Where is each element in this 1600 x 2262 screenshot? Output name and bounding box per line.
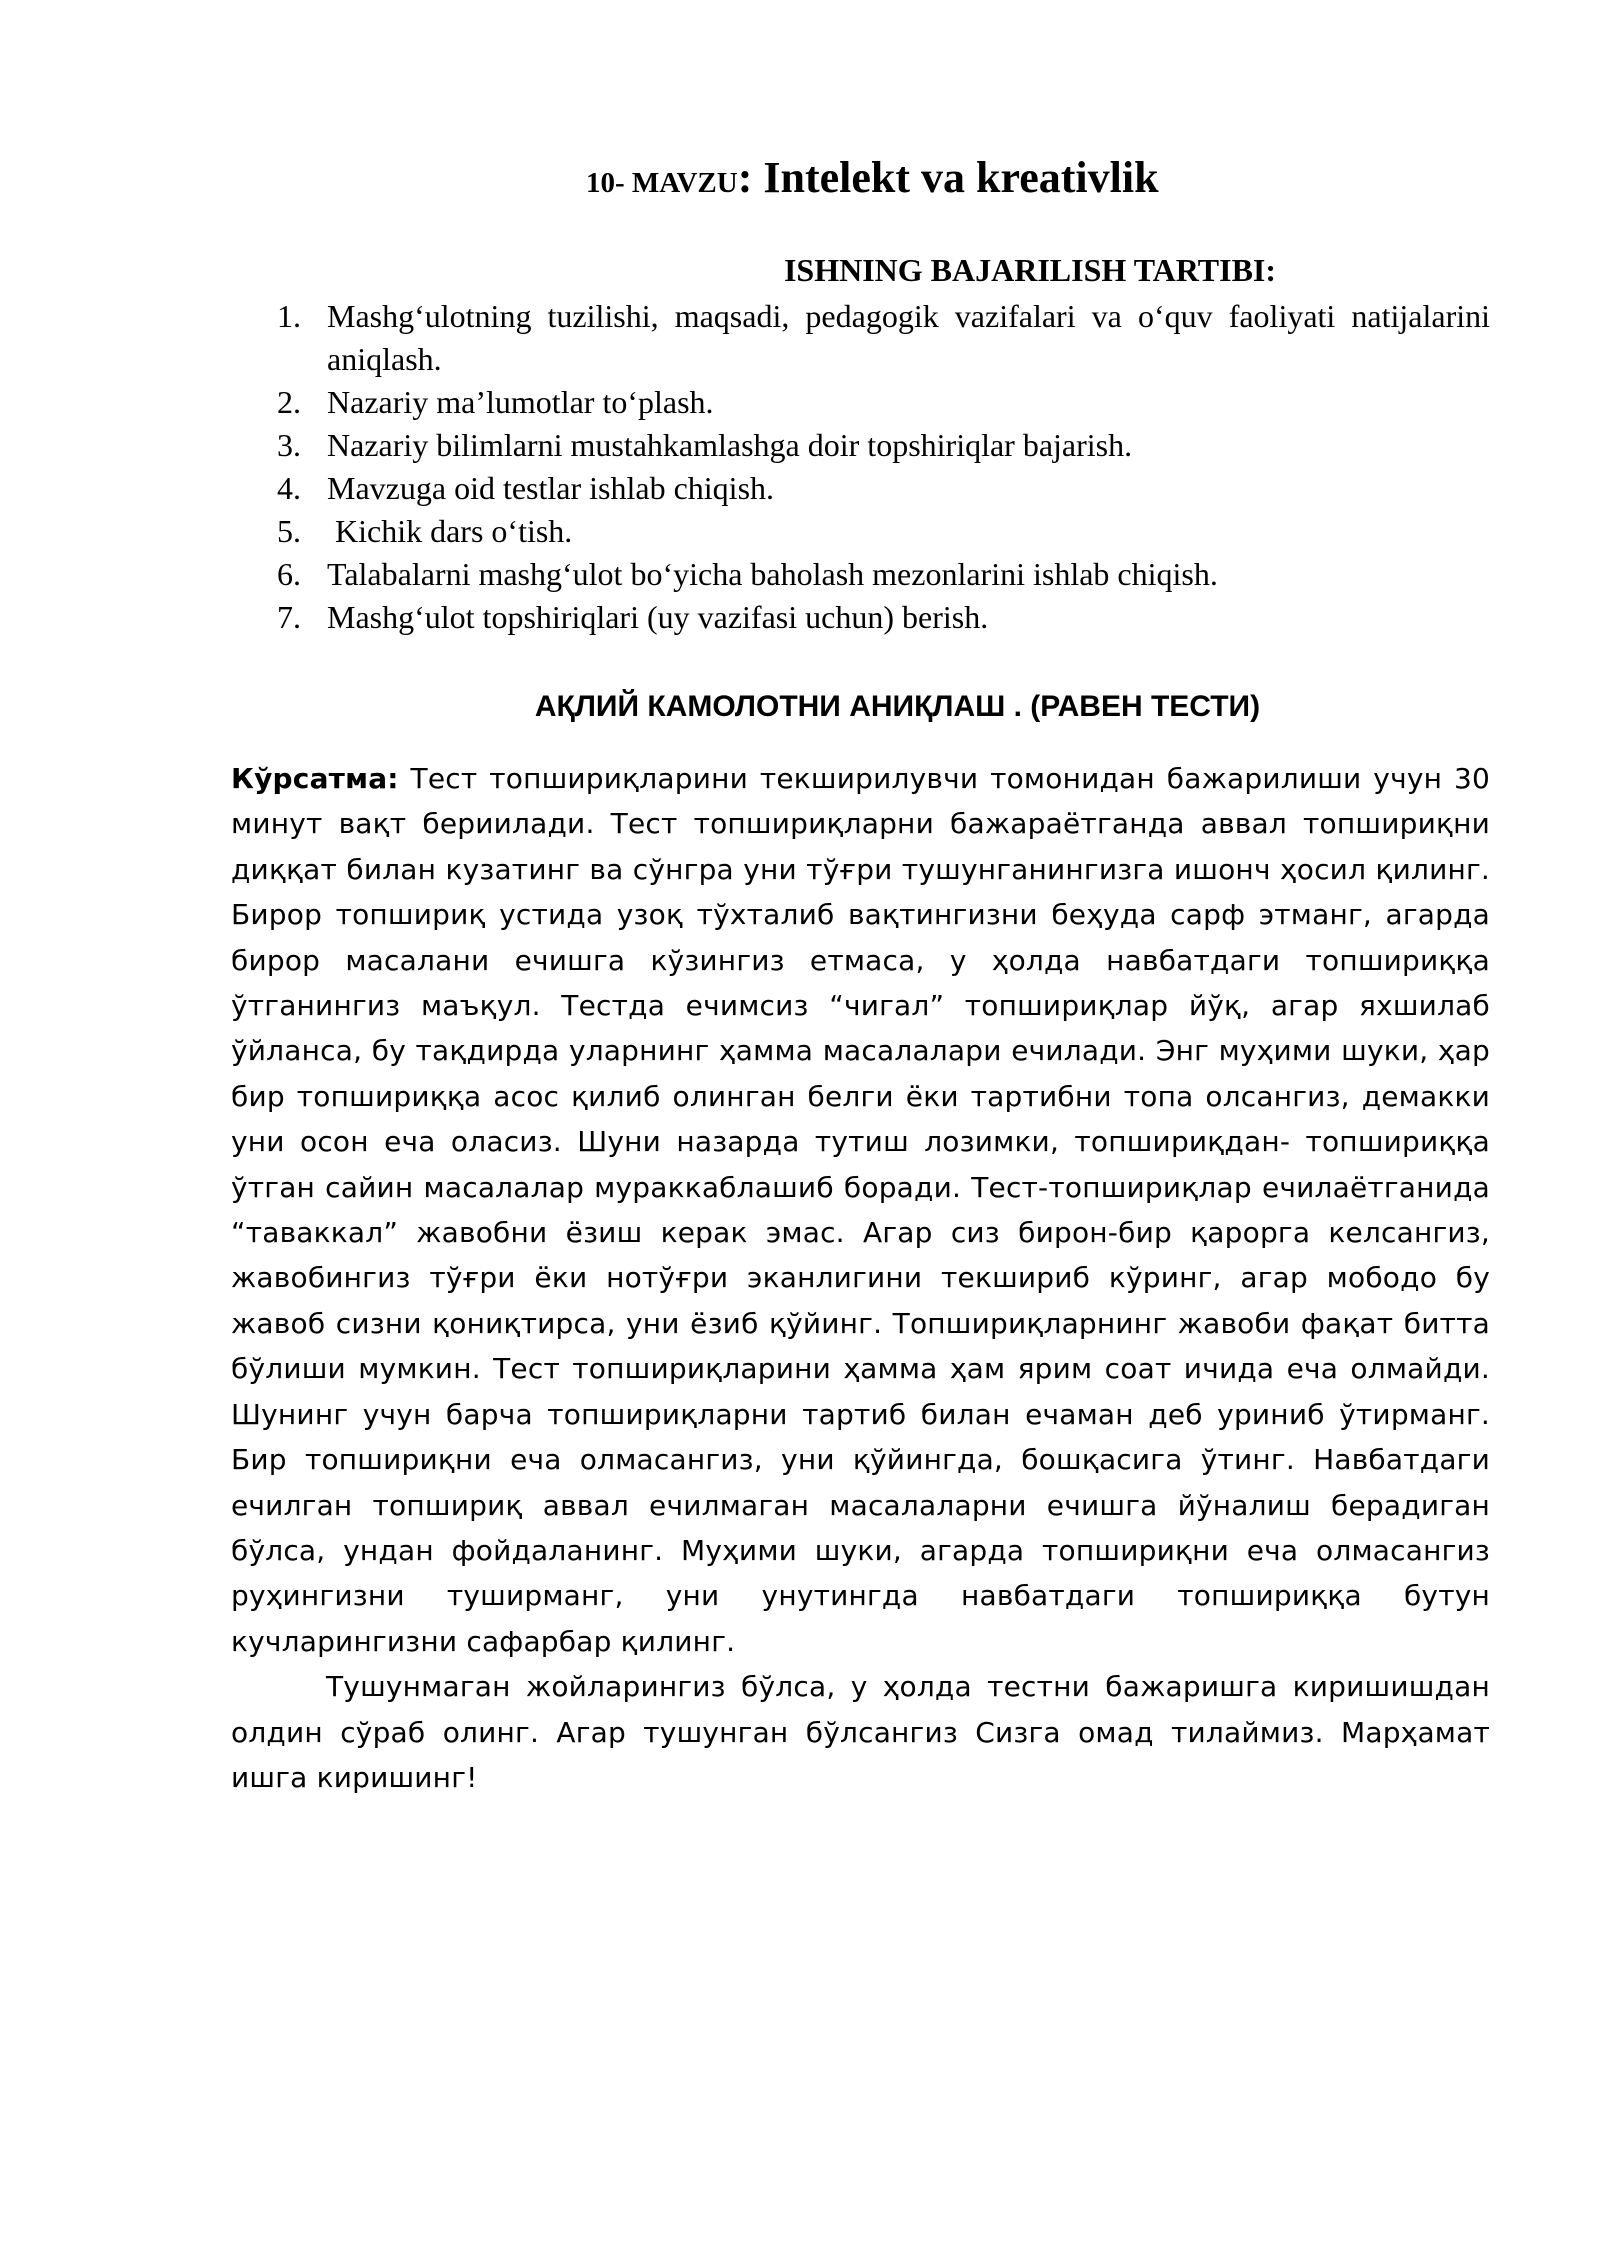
list-item-text: Nazariy bilimlarni mustahkamlashga doir topshiriqlar bajarish. — [327, 427, 1133, 463]
topic-number: 10- MAVZU — [586, 167, 738, 199]
list-item-text: Nazariy ma’lumotlar to‘plash. — [327, 384, 714, 420]
list-item-text: Kichik dars o‘tish. — [327, 513, 573, 549]
instruction-label: Кўрсатма: — [231, 762, 399, 795]
procedure-heading: ISHNING BAJARILISH TARTIBI: — [783, 252, 1277, 288]
list-item-text: Mashg‘ulotning tuzilishi, maqsadi, pedagogik vazifalari va o‘quv faoliyati natijalarini aniqlash. — [327, 298, 1490, 377]
list-item-number: 5. — [277, 513, 301, 549]
list-item-number: 1. — [277, 298, 301, 334]
list-item-number: 4. — [277, 470, 301, 506]
list-item-text: Mashg‘ulot topshiriqlari (uy vazifasi uchun) berish. — [327, 599, 989, 635]
list-item-text: Mavzuga oid testlar ishlab chiqish. — [327, 470, 775, 506]
list-item-number: 3. — [277, 427, 301, 463]
list-item — [0, 596, 1490, 639]
list-item-number: 7. — [277, 599, 301, 635]
list-item — [0, 295, 1490, 381]
list-item-text: Talabalarni mashg‘ulot bo‘yicha baholash mezonlarini ishlab chiqish. — [327, 556, 1218, 592]
page-title — [586, 152, 1346, 203]
list-item — [0, 553, 1490, 596]
procedure-list — [0, 295, 1490, 639]
title-separator: : — [737, 153, 764, 202]
list-item — [0, 381, 1490, 424]
topic-title: Intelekt va kreativlik — [763, 153, 1159, 202]
instruction-text: Тест топшириқларини текширилувчи томонидан бажарилиши учун 30 минут вақт бериилади. Тест топшириқларни бажараётганда аввал топшириқни диққат билан кузатинг ва сўнгра уни тўғри тушунганингизга ишонч ҳосил қилинг. Бирор топшириқ устида узоқ тўхталиб вақтингизни беҳуда сарф этманг, агарда бирор масалани ечишга кўзингиз етмаса, у ҳолда навбатдаги топшириққа ўтганингиз маъқул. Тестда ечимсиз “чигал” топшириқлар йўқ, агар яхшилаб ўйланса, бу тақдирда уларнинг ҳамма масалалари ечилади. Энг муҳими шуки, ҳар бир топшириққа асос қилиб олинган белги ёки тартибни топа олсангиз, демакки уни осон еча оласиз. Шуни назарда тутиш лозимки, топшириқдан- топшириққа ўтган сайин масалалар мураккаблашиб боради. Тест-топшириқлар ечилаётганида “таваккал” жавобни ёзиш керак эмас. Агар сиз бирон-бир қарорга келсангиз, жавобингиз тўғри ёки нотўғри эканлигини текшириб кўринг, агар мободо бу жавоб сизни қониқтирса, уни ёзиб қўйинг. Топшириқларнинг жавоби фақат битта бўлиши мумкин. Тест топшириқларини ҳамма ҳам ярим соат ичида еча олмайди. Шунинг учун барча топшириқларни тартиб билан ечаман деб уриниб ўтирманг. Бир топшириқни еча олмасангиз, уни қўйингда, бошқасига ўтинг. Навбатдаги ечилган топшириқ аввал ечилмаган масалаларни ечишга йўналиш берадиган бўлса, ундан фойдаланинг. Муҳими шуки, агарда топшириқни еча олмасангиз руҳингизни туширманг, уни унутингда навбатдаги топшириққа бутун кучларингизни сафарбар қилинг. — [231, 762, 1490, 1658]
instruction-paragraph — [231, 756, 1490, 1664]
closing-paragraph: Тушунмаган жойларингиз бўлса, у ҳолда тестни бажаришга киришишдан олдин сўраб олинг. Агар тушунган бўлсангиз Сизга омад тилаймиз. Марҳамат ишга киришинг! — [231, 1670, 1490, 1794]
list-item-number: 2. — [277, 384, 301, 420]
section-heading: АҚЛИЙ КАМОЛОТНИ АНИҚЛАШ . (РАВЕН ТЕСТИ) — [534, 690, 1261, 723]
list-item — [0, 424, 1490, 467]
instruction-block — [231, 756, 1490, 1800]
list-item — [0, 510, 1490, 553]
list-item — [0, 467, 1490, 510]
list-item-number: 6. — [277, 556, 301, 592]
